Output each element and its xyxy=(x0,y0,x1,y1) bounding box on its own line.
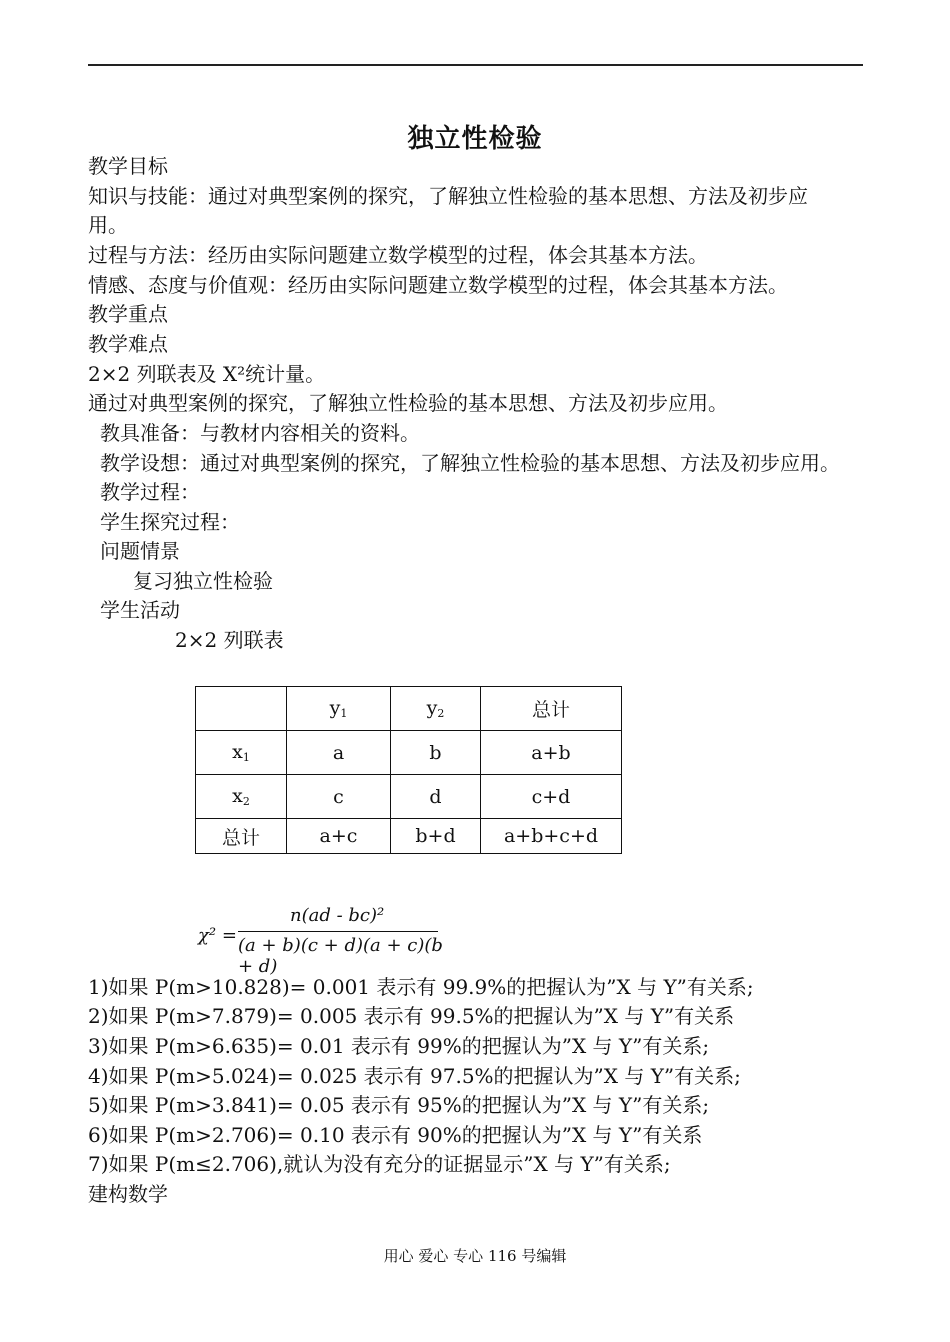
text-line: 通过对典型案例的探究，了解独立性检验的基本思想、方法及初步应用。 xyxy=(88,391,728,415)
text-line: 建构数学 xyxy=(88,1182,168,1206)
table-cell: 总计 xyxy=(481,687,622,731)
formula-lhs: χ² = xyxy=(198,925,237,946)
table-row xyxy=(196,687,622,731)
table-cell: a+c xyxy=(287,819,391,854)
table-cell: c xyxy=(287,775,391,819)
text-line: 知识与技能：通过对典型案例的探究，了解独立性检验的基本思想、方法及初步应 xyxy=(88,184,808,208)
table-cell: $x_2$ xyxy=(196,775,287,819)
fraction-bar xyxy=(238,931,438,932)
table-cell xyxy=(196,687,287,731)
text-line: 教学难点 xyxy=(88,332,168,356)
contingency-table xyxy=(195,686,622,854)
text-line: 问题情景 xyxy=(100,539,180,563)
list-item: 5)如果 P(m>3.841)= 0.05 表示有 95%的把握认为”X 与 Y”有关系; xyxy=(88,1093,710,1117)
page-footer: 用心 爱心 专心 116 号编辑 xyxy=(383,1247,567,1265)
table-cell: $y_1$ xyxy=(287,687,391,731)
table-cell: b xyxy=(391,731,481,775)
subscript: 2 xyxy=(437,707,445,720)
text-line: 教具准备：与教材内容相关的资料。 xyxy=(100,421,420,445)
subscript: 1 xyxy=(242,751,250,764)
table-cell: a+b xyxy=(481,731,622,775)
text-line: 用。 xyxy=(88,213,128,237)
formula-denominator: (a + b)(c + d)(a + c)(b + d) xyxy=(238,935,443,977)
list-item: 6)如果 P(m>2.706)= 0.10 表示有 90%的把握认为”X 与 Y”有关系 xyxy=(88,1123,703,1147)
text-line: 复习独立性检验 xyxy=(133,569,273,593)
table-row xyxy=(196,775,622,819)
subscript: 2 xyxy=(242,795,250,808)
text-line: 2×2 列联表 xyxy=(175,628,284,652)
text-line: 学生活动 xyxy=(100,598,180,622)
list-item: 3)如果 P(m>6.635)= 0.01 表示有 99%的把握认为”X 与 Y”有关系; xyxy=(88,1034,710,1058)
header-rule xyxy=(88,64,863,66)
list-item: 1)如果 P(m>10.828)= 0.001 表示有 99.9%的把握认为”X 与 Y”有关系; xyxy=(88,975,754,999)
text-line: 2×2 列联表及 X²统计量。 xyxy=(88,362,326,386)
list-item: 2)如果 P(m>7.879)= 0.005 表示有 99.5%的把握认为”X 与 Y”有关系 xyxy=(88,1004,735,1028)
table-row xyxy=(196,731,622,775)
text-line: 教学目标 xyxy=(88,154,168,178)
text-line: 教学过程： xyxy=(100,480,200,504)
table-cell: d xyxy=(391,775,481,819)
text-line: 学生探究过程： xyxy=(100,510,240,534)
table-cell: b+d xyxy=(391,819,481,854)
text-line: 过程与方法：经历由实际问题建立数学模型的过程，体会其基本方法。 xyxy=(88,243,708,267)
table-cell: $y_2$ xyxy=(391,687,481,731)
table-cell: 总计 xyxy=(196,819,287,854)
table-row xyxy=(196,819,622,854)
subscript: 1 xyxy=(340,707,348,720)
formula-numerator: n(ad - bc)² xyxy=(290,905,385,926)
page-title: 独立性检验 xyxy=(407,124,543,154)
text-line: 情感、态度与价值观：经历由实际问题建立数学模型的过程，体会其基本方法。 xyxy=(88,273,788,297)
table-cell: a xyxy=(287,731,391,775)
list-item: 4)如果 P(m>5.024)= 0.025 表示有 97.5%的把握认为”X 与 Y”有关系; xyxy=(88,1064,741,1088)
table-cell: c+d xyxy=(481,775,622,819)
list-item: 7)如果 P(m≤2.706),就认为没有充分的证据显示”X 与 Y”有关系; xyxy=(88,1152,671,1176)
table-cell: $x_1$ xyxy=(196,731,287,775)
chi-square-formula xyxy=(198,905,458,977)
text-line: 教学设想：通过对典型案例的探究，了解独立性检验的基本思想、方法及初步应用。 xyxy=(100,451,840,475)
text-line: 教学重点 xyxy=(88,302,168,326)
table-cell: a+b+c+d xyxy=(481,819,622,854)
